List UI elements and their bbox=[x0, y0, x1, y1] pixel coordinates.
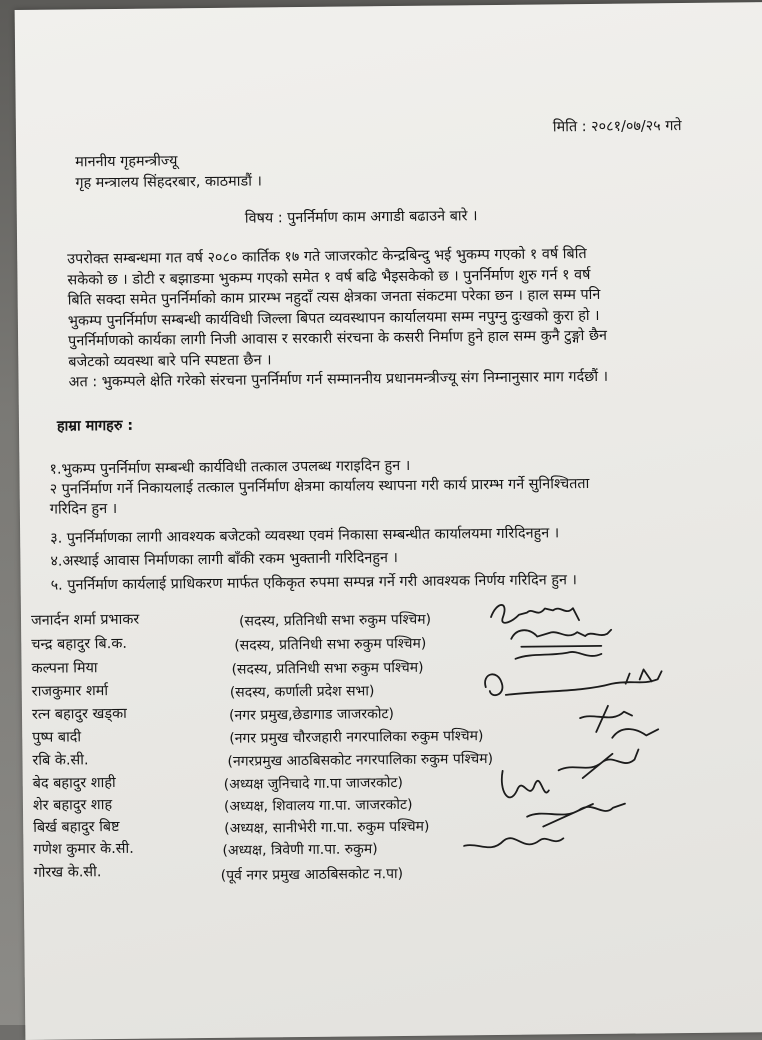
signatory-name: पुष्प बादी bbox=[32, 729, 82, 746]
signatory-role: (अध्यक्ष जुनिचादे गा.पा जाजरकोट) bbox=[223, 774, 404, 793]
signatory-name: गणेश कुमार के.सी. bbox=[33, 840, 134, 858]
demand-item: १.भुकम्प पुनर्निर्माण सम्बन्धी कार्यविधी तत्काल उपलब्ध गराइदिन हुन । bbox=[49, 457, 411, 478]
body-line: अत : भुकम्पले क्षेति गरेको संरचना पुनर्निर्माण गर्न सम्माननीय प्रधानमन्त्रीज्यू संग निम्नानुसार माग गर्दछौं । bbox=[68, 368, 609, 391]
signatory-name: बिर्ख बहादुर बिष्ट bbox=[33, 818, 120, 836]
signatory-role: (सदस्य, कर्णाली प्रदेश सभा) bbox=[229, 683, 375, 701]
demand-item: ५. पुनर्निर्माण कार्यलाई प्राधिकरण मार्फत एकिकृत रुपमा सम्पन्न गर्ने गरी आवश्यक निर्णय गरिदिन हुन । bbox=[50, 572, 578, 594]
signatory-name: चन्द्र बहादुर बि.क. bbox=[31, 635, 127, 653]
signatory-name: रत्न बहादुर खड्का bbox=[31, 705, 127, 723]
demand-item: २ पुनर्निर्माण गर्ने निकायलाई तत्काल पुनर्निर्माण क्षेत्रमा कार्यालय स्थापना गरी कार्य प्रारम्भ गर्ने सुनिश्चितता bbox=[49, 476, 590, 498]
signatory-role: (अध्यक्ष, त्रिवेणी गा.पा. रुकुम) bbox=[222, 841, 378, 859]
signatory-role: (सदस्य, प्रतिनिधी सभा रुकुम पश्चिम) bbox=[238, 611, 432, 630]
signatory-role: (नगर प्रमुख,छेडागाड जाजरकोट) bbox=[228, 706, 395, 724]
signatory-role: (अध्यक्ष, सानीभेरी गा.पा. रुकुम पश्चिम) bbox=[224, 818, 430, 837]
signatory-role: (अध्यक्ष, शिवालय गा.पा. जाजरकोट) bbox=[223, 796, 413, 815]
recipient-title: माननीय गृहमन्त्रीज्यू bbox=[75, 153, 178, 171]
demand-item: गरिदिन हुन । bbox=[49, 500, 118, 518]
signatory-role: (सदस्य, प्रतिनिधी सभा रुकुम पश्चिम) bbox=[234, 635, 427, 654]
body-line: उपरोक्त सम्बन्धमा गत वर्ष २०८० कार्तिक १७ गते जाजरकोट केन्द्रबिन्दु भई भुकम्प गएको १ वर्ष बिति bbox=[67, 246, 587, 268]
demand-item: ४.अस्थाई आवास निर्माणका लागी बाँकी रकम भुक्तानी गरिदिनहुन । bbox=[50, 550, 399, 570]
demands-heading: हाम्रा मागहरु : bbox=[56, 417, 134, 435]
body-line: बजेटको व्यवस्था बारे पनि स्पष्टता छैन । bbox=[68, 351, 272, 370]
signatory-role: (पूर्व नगर प्रमुख आठबिसकोट न.पा) bbox=[220, 865, 404, 884]
signatory-name: रबि के.सी. bbox=[32, 752, 89, 769]
signatory-name: शेर बहादुर शाह bbox=[32, 797, 113, 814]
body-line: बिति सक्दा समेत पुनर्निर्माको काम प्रारम्भ नहुदाँ त्यस क्षेत्रका जनता संकटमा परेका छन । हाल सम्म पनि bbox=[67, 286, 601, 309]
recipient-address: गृह मन्त्रालय सिंहदरबार, काठमाडौं । bbox=[75, 173, 263, 192]
letter-subject: विषय : पुनर्निर्माण काम अगाडी बढाउने बारे । bbox=[244, 208, 478, 227]
signatory-name: जनार्दन शर्मा प्रभाकर bbox=[30, 611, 140, 629]
body-line: भुकम्प पुनर्निर्माण सम्बन्धी कार्यविधी जिल्ला बिपत व्यवस्थापन कार्यालयमा सम्म नपुग्नु दुःखको कुरा हो । bbox=[67, 307, 600, 329]
signatory-role: (नगरप्रमुख आठबिसकोट नगरपालिका रुकुम पश्चिम) bbox=[227, 751, 494, 770]
signatory-name: राजकुमार शर्मा bbox=[31, 683, 109, 700]
signatory-role: (नगर प्रमुख चौरजहारी नगरपालिका रुकुम पश्चिम) bbox=[229, 728, 484, 747]
signatory-name: कल्पना मिया bbox=[31, 660, 98, 677]
letter-date: मिति : २०८१/०७/२५ गते bbox=[552, 118, 682, 136]
signatory-name: बेद बहादुर शाही bbox=[32, 774, 116, 792]
handwritten-signatures bbox=[461, 592, 762, 875]
letter-paper bbox=[15, 2, 762, 1040]
signatory-role: (सदस्य, प्रतिनिधी सभा रुकुम पश्चिम) bbox=[231, 659, 424, 678]
signatory-name: गोरख के.सी. bbox=[33, 864, 102, 881]
body-line: सकेको छ । डोटी र बझाङमा भुकम्प गएको समेत १ वर्ष बढि भैइसकेको छ । पुनर्निर्माण शुरु गर्न १ वर्ष bbox=[67, 266, 591, 288]
body-line: पुनर्निर्माणको कार्यका लागी निजी आवास र सरकारी संरचना के कसरी निर्माण हुने हाल सम्म कुनै टुङ्गो छैन bbox=[68, 327, 608, 350]
demand-item: ३. पुनर्निर्माणका लागी आवश्यक बजेटको व्यवस्था एवमं निकासा सम्बन्धीत कार्यालयमा गरिदिनहुन । bbox=[50, 525, 560, 547]
letter-body bbox=[67, 242, 734, 392]
